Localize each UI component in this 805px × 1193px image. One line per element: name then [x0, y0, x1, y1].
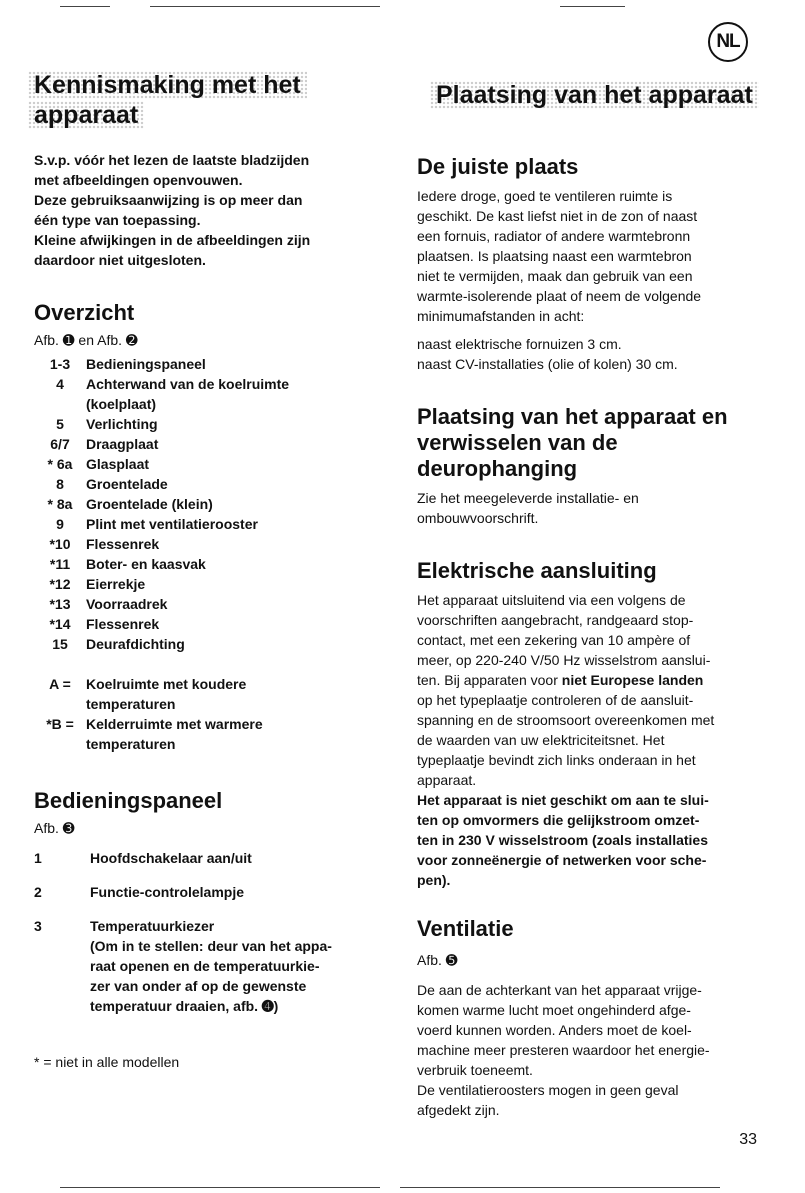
intro-line: Kleine afwijkingen in de afbeeldingen zijn: [34, 232, 311, 248]
page-number: 33: [739, 1131, 757, 1148]
overview-figure-ref: Afb. ➊ en Afb. ➋: [34, 332, 138, 348]
scan-line: [150, 6, 380, 7]
scan-line: [560, 6, 625, 7]
list-item: 1 Hoofdschakelaar aan/uit: [34, 850, 252, 866]
intro-line: S.v.p. vóór het lezen de laatste bladzijden: [34, 152, 310, 168]
list-item: 1-3 Bedieningspaneel: [49, 356, 206, 372]
intro-line: Deze gebruiksaanwijzing is op meer dan: [34, 192, 303, 208]
list-item: * 6a Glasplaat: [47, 456, 150, 472]
list-item: *14 Flessenrek: [49, 616, 160, 632]
list-item: 5 Verlichting: [56, 416, 158, 432]
electrical-warning: Het apparaat is niet geschikt om aan te slui- ten op omvormers die gelijkstroom omzet- ten in 230 V wisselstroom (zoals installaties voor zonneënergie of netwerken voor sche- pen).: [417, 792, 709, 888]
ventilation-text: De aan de achterkant van het apparaat vrijge- komen warme lucht moet ongehinderd afge- voerd kunnen worden. Anders moet de koel- machine meer presteren waardoor het energie- verbruik toeneemt. De ventilatieroosters mogen in geen geval afgedekt zijn.: [417, 982, 710, 1118]
list-item: *12 Eierrekje: [49, 576, 146, 592]
place-heading: De juiste plaats: [417, 154, 579, 179]
list-item: temperaturen: [86, 736, 176, 752]
place-text: Iedere droge, goed te ventileren ruimte is geschikt. De kast liefst niet in de zon of naast een fornuis, radiator of andere warmtebronn plaatsen. Is plaatsing naast een warmtebron niet te vermijden, maak dan gebruik van een warmte-isolerende plaat of neem de volgende minimumafstanden in acht:: [417, 188, 702, 324]
intro-line: één type van toepassing.: [34, 212, 201, 228]
left-section-header: [28, 70, 348, 130]
scan-line: [60, 6, 110, 7]
list-item: *10 Flessenrek: [49, 536, 160, 552]
electrical-text: Het apparaat uitsluitend via een volgens de voorschriften aangebracht, randgeaard stop- contact, met een zekering van 10 ampère of meer, op 220-240 V/50 Hz wisselstrom aanslui- ten. Bij apparaten voor niet Europese landen op het typeplaatje controleren of de aansluit- spanning en de stroomsoort overeenkomen met de waarden van uw elektriciteitsnet. Het typeplaatje bevindt zich links onderaan in het apparaat.: [417, 592, 715, 788]
distances: naast elektrische fornuizen 3 cm. naast CV-installaties (olie of kolen) 30 cm.: [417, 336, 678, 372]
intro-line: met afbeeldingen openvouwen.: [34, 172, 243, 188]
list-item: *13 Voorraadrek: [49, 596, 168, 612]
language-badge: NL: [708, 22, 748, 62]
intro-text: [34, 150, 374, 270]
zones-list: [34, 674, 374, 754]
controls-list: [34, 848, 374, 1016]
panel-heading: Bedieningspaneel: [34, 788, 223, 813]
list-item: A = Koelruimte met koudere: [49, 676, 247, 692]
list-item: * 8a Groentelade (klein): [47, 496, 213, 512]
panel-figure-ref: Afb. ➌: [34, 820, 75, 836]
list-item: (koelplaat): [86, 396, 157, 412]
overview-heading: Overzicht: [34, 300, 135, 325]
header-title: Plaatsing van het apparaat: [430, 81, 759, 109]
left-column: [34, 150, 374, 1072]
header-line-2: apparaat: [28, 101, 144, 129]
list-item: 4 Achterwand van de koelruimte: [56, 376, 290, 392]
door-heading: Plaatsing van het apparaat en verwisselen van de deurophanging: [417, 404, 728, 481]
door-text: Zie het meegeleverde installatie- en ombouwvoorschrift.: [417, 490, 639, 526]
right-section-header: [430, 80, 760, 110]
list-item: 2 Functie-controlelampje: [34, 884, 245, 900]
control-note: (Om in te stellen: deur van het appa- raat openen en de temperatuurkie- zer van onder af op de gewenste temperatuur draaien, afb. ➍): [90, 938, 332, 1014]
footnote: * = niet in alle modellen: [34, 1054, 180, 1070]
list-item: temperaturen: [86, 696, 176, 712]
list-item: *B = Kelderruimte met warmere: [46, 716, 263, 732]
ventilation-figure-ref: Afb. ➎: [417, 952, 458, 968]
list-item: 3 Temperatuurkiezer: [34, 918, 215, 934]
list-item: 6/7 Draagplaat: [50, 436, 159, 452]
parts-list: [34, 354, 374, 654]
right-column: [417, 150, 777, 1120]
intro-line: daardoor niet uitgesloten.: [34, 252, 206, 268]
list-item: *11 Boter- en kaasvak: [49, 556, 206, 572]
ventilation-heading: Ventilatie: [417, 916, 514, 941]
list-item: 9 Plint met ventilatierooster: [56, 516, 258, 532]
electrical-heading: Elektrische aansluiting: [417, 558, 657, 583]
list-item: 15 Deurafdichting: [52, 636, 185, 652]
list-item: 8 Groentelade: [56, 476, 168, 492]
scan-line: [60, 1187, 380, 1188]
header-line-1: Kennismaking met het: [28, 71, 307, 99]
scan-line: [400, 1187, 720, 1188]
